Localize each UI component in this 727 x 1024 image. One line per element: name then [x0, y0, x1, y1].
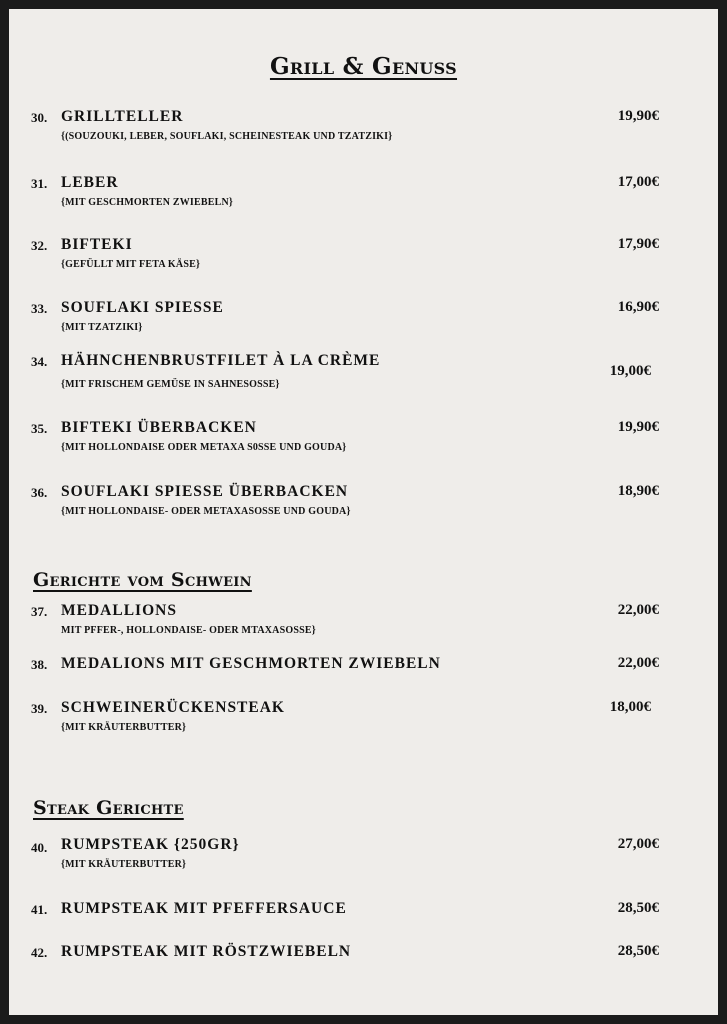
item-description: {MIT KRÄUTERBUTTER} — [61, 722, 187, 733]
item-description: {MIT FRISCHEM GEMÜSE IN SAHNESOSSE} — [61, 379, 280, 390]
menu-page — [9, 9, 718, 1015]
item-number: 38. — [31, 657, 48, 672]
menu-item-35 — [31, 419, 659, 467]
item-price: 22,00€ — [617, 655, 659, 671]
item-number: 41. — [31, 902, 48, 917]
item-name: RUMPSTEAK MIT RÖSTZWIEBELN — [61, 943, 352, 960]
item-price: 19,90€ — [617, 419, 659, 435]
item-number: 31. — [31, 176, 48, 191]
menu-item-39 — [31, 699, 659, 747]
menu-item-30 — [31, 108, 659, 156]
menu-item-41 — [31, 900, 659, 948]
menu-item-42 — [31, 943, 659, 991]
item-number: 35. — [31, 421, 48, 436]
item-number: 30. — [31, 110, 48, 125]
item-number: 42. — [31, 945, 48, 960]
item-name: SOUFLAKI SPIESSE ÜBERBACKEN — [61, 483, 349, 500]
item-name: GRILLTELLER — [61, 108, 184, 125]
menu-item-38 — [31, 655, 659, 703]
item-name: HÄHNCHENBRUSTFILET À LA CRÈME — [61, 352, 381, 369]
item-price: 27,00€ — [617, 836, 659, 852]
item-name: MEDALLIONS — [61, 602, 177, 619]
menu-item-40 — [31, 836, 659, 884]
section-title-gerichte-vom-schwein: Gerichte vom Schwein — [33, 569, 252, 591]
item-description: {MIT GESCHMORTEN ZWIEBELN} — [61, 197, 234, 208]
item-price: 19,90€ — [617, 108, 659, 124]
item-number: 33. — [31, 301, 48, 316]
item-price: 22,00€ — [617, 602, 659, 618]
item-price: 16,90€ — [617, 299, 659, 315]
menu-item-34 — [31, 352, 659, 400]
item-number: 39. — [31, 701, 48, 716]
item-number: 32. — [31, 238, 48, 253]
item-description: MIT PFFER-, HOLLONDAISE- ODER MTAXASOSSE} — [61, 625, 316, 636]
item-price: 28,50€ — [617, 943, 659, 959]
item-price: 18,90€ — [617, 483, 659, 499]
item-price: 17,90€ — [617, 236, 659, 252]
section-title-steak-gerichte: Steak Gerichte — [33, 797, 184, 819]
item-name: SCHWEINERÜCKENSTEAK — [61, 699, 285, 716]
item-price: 19,00€ — [609, 363, 651, 379]
item-name: RUMPSTEAK {250GR} — [61, 836, 240, 853]
menu-item-33 — [31, 299, 659, 347]
item-price: 17,00€ — [617, 174, 659, 190]
item-name: RUMPSTEAK MIT PFEFFERSAUCE — [61, 900, 347, 917]
item-name: BIFTEKI ÜBERBACKEN — [61, 419, 257, 436]
menu-item-31 — [31, 174, 659, 222]
item-name: BIFTEKI — [61, 236, 133, 253]
item-description: {GEFÜLLT MIT FETA KÄSE} — [61, 259, 201, 270]
item-number: 36. — [31, 485, 48, 500]
item-description: {MIT TZATZIKI} — [61, 322, 143, 333]
menu-item-32 — [31, 236, 659, 284]
section-title-grill-genuss: Grill & Genuss — [269, 53, 458, 80]
item-number: 34. — [31, 354, 48, 369]
item-price: 28,50€ — [617, 900, 659, 916]
item-price: 18,00€ — [609, 699, 651, 715]
menu-item-37 — [31, 602, 659, 650]
menu-item-36 — [31, 483, 659, 531]
item-description: {MIT KRÄUTERBUTTER} — [61, 859, 187, 870]
item-description: {(SOUZOUKI, LEBER, SOUFLAKI, SCHEINESTEAK UND TZATZIKI} — [61, 131, 393, 142]
item-name: LEBER — [61, 174, 119, 191]
item-description: {MIT HOLLONDAISE- ODER METAXASOSSE UND GOUDA} — [61, 506, 351, 517]
item-description: {MIT HOLLONDAISE ODER METAXA S0SSE UND GOUDA} — [61, 442, 347, 453]
item-name: SOUFLAKI SPIESSE — [61, 299, 224, 316]
item-number: 37. — [31, 604, 48, 619]
item-name: MEDALIONS MIT GESCHMORTEN ZWIEBELN — [61, 655, 441, 672]
item-number: 40. — [31, 840, 48, 855]
